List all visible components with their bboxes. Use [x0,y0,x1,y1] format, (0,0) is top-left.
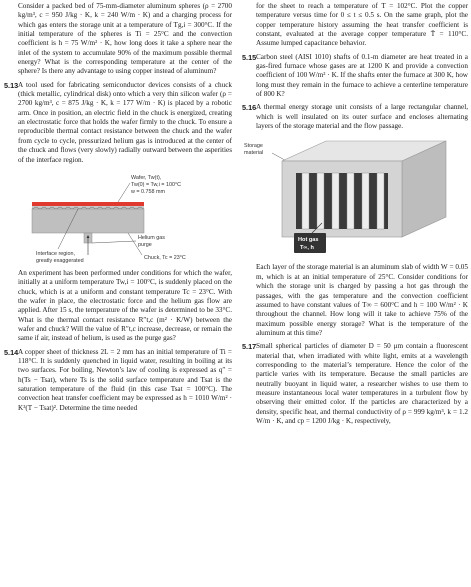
wafer-thickness-label: w = 0.758 mm [131,188,166,195]
chuck-label: Chuck, Tc = 23°C [144,254,186,261]
problem-number: 5.13 [4,80,19,90]
helium-label: Helium gas [138,234,165,241]
right-column [242,2,468,430]
problem-5-17 [242,342,468,426]
problem-5-16-cont [242,263,468,338]
problem-text: Small spherical particles of diameter D = 50 μm contain a fluorescent material that, when irradiated with white light, emits at a wavelength corresponding to the material’s temperature. Hence the color of the particle varies with its temperature. Because the small particles are neutrally buoyant in liquid water, a researcher wishes to use them to measure instantaneous local water temperatures in a turbulent flow by observing their emitted color. If the particles are characterized by a density, specific heat, and thermal conductivity of ρ = 999 kg/m³, k = 1.2 W/m · K, and cp = 1200 J/kg · K, respectively, [256,342,468,425]
storage-label: Storage [244,143,263,150]
problem-text-2: An experiment has been performed under conditions for which the wafer, initially at a uniform temperature Tw,i = 100°C, is suddenly placed on the chuck, which is at a uniform and constant temperature Tc = 23°C. With the wafer in place, the electrostatic force and the helium gas flow are applied. After 15 s, the temperature of the wafer is determined to be 33°C. What is the thermal contact resistance R″t,c (m² · K/W) between the wafer and chuck? Will the value of R″t,c increase, decrease, or remain the same if air, instead of helium, is used as the purge gas? [18,268,232,343]
wafer-chuck-diagram [18,169,232,265]
wafer-label: Wafer, Tw(t), [131,174,162,181]
problem-5-14 [4,348,232,413]
storage-unit-figure [242,135,468,259]
problem-5-12-continuation: Consider a packed bed of 75-mm-diameter aluminum spheres (ρ = 2700 kg/m³, c = 950 J/kg · K, k = 240 W/m · K) and a charging process for which gas enters the storage unit at a temperature of Tg,i = 300°C. If the initial temperature of the spheres is Ti = 25°C and the convection coefficient is h = 75 W/m² · K, how long does it take a sphere near the inlet of the system to accumulate 90% of the maximum possible thermal energy? What is the corresponding temperature at the center of the sphere? Is there any advantage to using copper instead of aluminum? [18,2,232,76]
problem-text-2: Each layer of the storage material is an aluminum slab of width W = 0.05 m, which is at an initial temperature of 25°C. Consider conditions for which the storage unit is charged by passing a hot gas through the passages, with the gas temperature and the convection coefficient assumed to have constant values of T∞ = 600°C and h = 100 W/m² · K throughout the channel. How long will it take to achieve 75% of the maximum possible energy storage? What is the temperature of the aluminum at this time? [256,263,468,337]
storage-label-2: material [244,150,264,157]
chuck [32,209,144,233]
hot-gas-label: Hot gas [298,237,319,244]
problem-text: A copper sheet of thickness 2L = 2 mm has an initial temperature of Ti = 118°C. It is suddenly quenched in liquid water, resulting in boiling at its two surfaces. For boiling, Newton’s law of cooling is expressed as q″ = h(Ts − Tsat), where Ts is the solid surface temperature and Tsat is the saturation temperature of the fluid (in this case Tsat = 100°C). The convection heat transfer coefficient may be expressed as h = 1010 W/m² · K³(T − Tsat)². Determine the time needed [18,347,232,412]
problem-number: 5.14 [4,347,19,357]
channel-opening [296,173,388,229]
wafer [32,202,144,206]
left-column [4,2,232,417]
problem-text: Carbon steel (AISI 1010) shafts of 0.1-m diameter are heat treated in a gas-fired furnace whose gases are at 1200 K and provide a convection coefficient of 100 W/m² · K. If the shafts enter the furnace at 300 K, how long must they remain in the furnace to achieve a centerline temperature of 800 K? [256,52,468,99]
problem-number: 5.16 [242,103,257,113]
problem-number: 5.17 [242,342,257,352]
problem-number: 5.15 [242,52,257,62]
problem-5-16 [242,103,468,131]
hot-gas-conditions-label: T∞, h [300,245,314,252]
problem-5-13 [4,81,232,344]
helium-purge-label: purge [138,241,152,248]
problem-5-14-continuation: for the sheet to reach a temperature of T = 102°C. Plot the copper temperature versus time for 0 ≤ t ≤ 0.5 s. On the same graph, plot the copper temperature history assuming the heat transfer coefficient is constant, evaluated at the average copper temperature T̄ = 110°C. Assume lumped capacitance behavior. [256,2,468,48]
problem-5-15 [242,53,468,100]
problem-text: A thermal energy storage unit consists of a large rectangular channel, which is well insulated on its outer surface and encloses alternating layers of the storage material and the flow passage. [256,103,468,131]
interface-label: Interface region, [36,250,75,257]
problem-text: A tool used for fabricating semiconductor devices consists of a chuck (thick metallic, cylindrical disk) onto which a very thin silicon wafer (ρ = 2700 kg/m³, c = 875 J/kg · K, k = 177 W/m · K) is placed by a robotic arm. Once in position, an electric field in the chuck is energized, creating an electrostatic force that holds the wafer firmly to the chuck. To ensure a reproducible thermal contact resistance between the chuck and the wafer from cycle to cycle, pressurized helium gas is introduced at the center of the chuck and flows (very slowly) radially outward between the asperities of the interface region. [18,80,232,164]
storage-unit-diagram [242,135,468,259]
interface-label-2: greatly exaggerated [36,257,84,264]
wafer-chuck-figure [18,169,232,265]
wafer-initial-temp-label: Tw(0) = Tw,i = 100°C [131,181,181,188]
